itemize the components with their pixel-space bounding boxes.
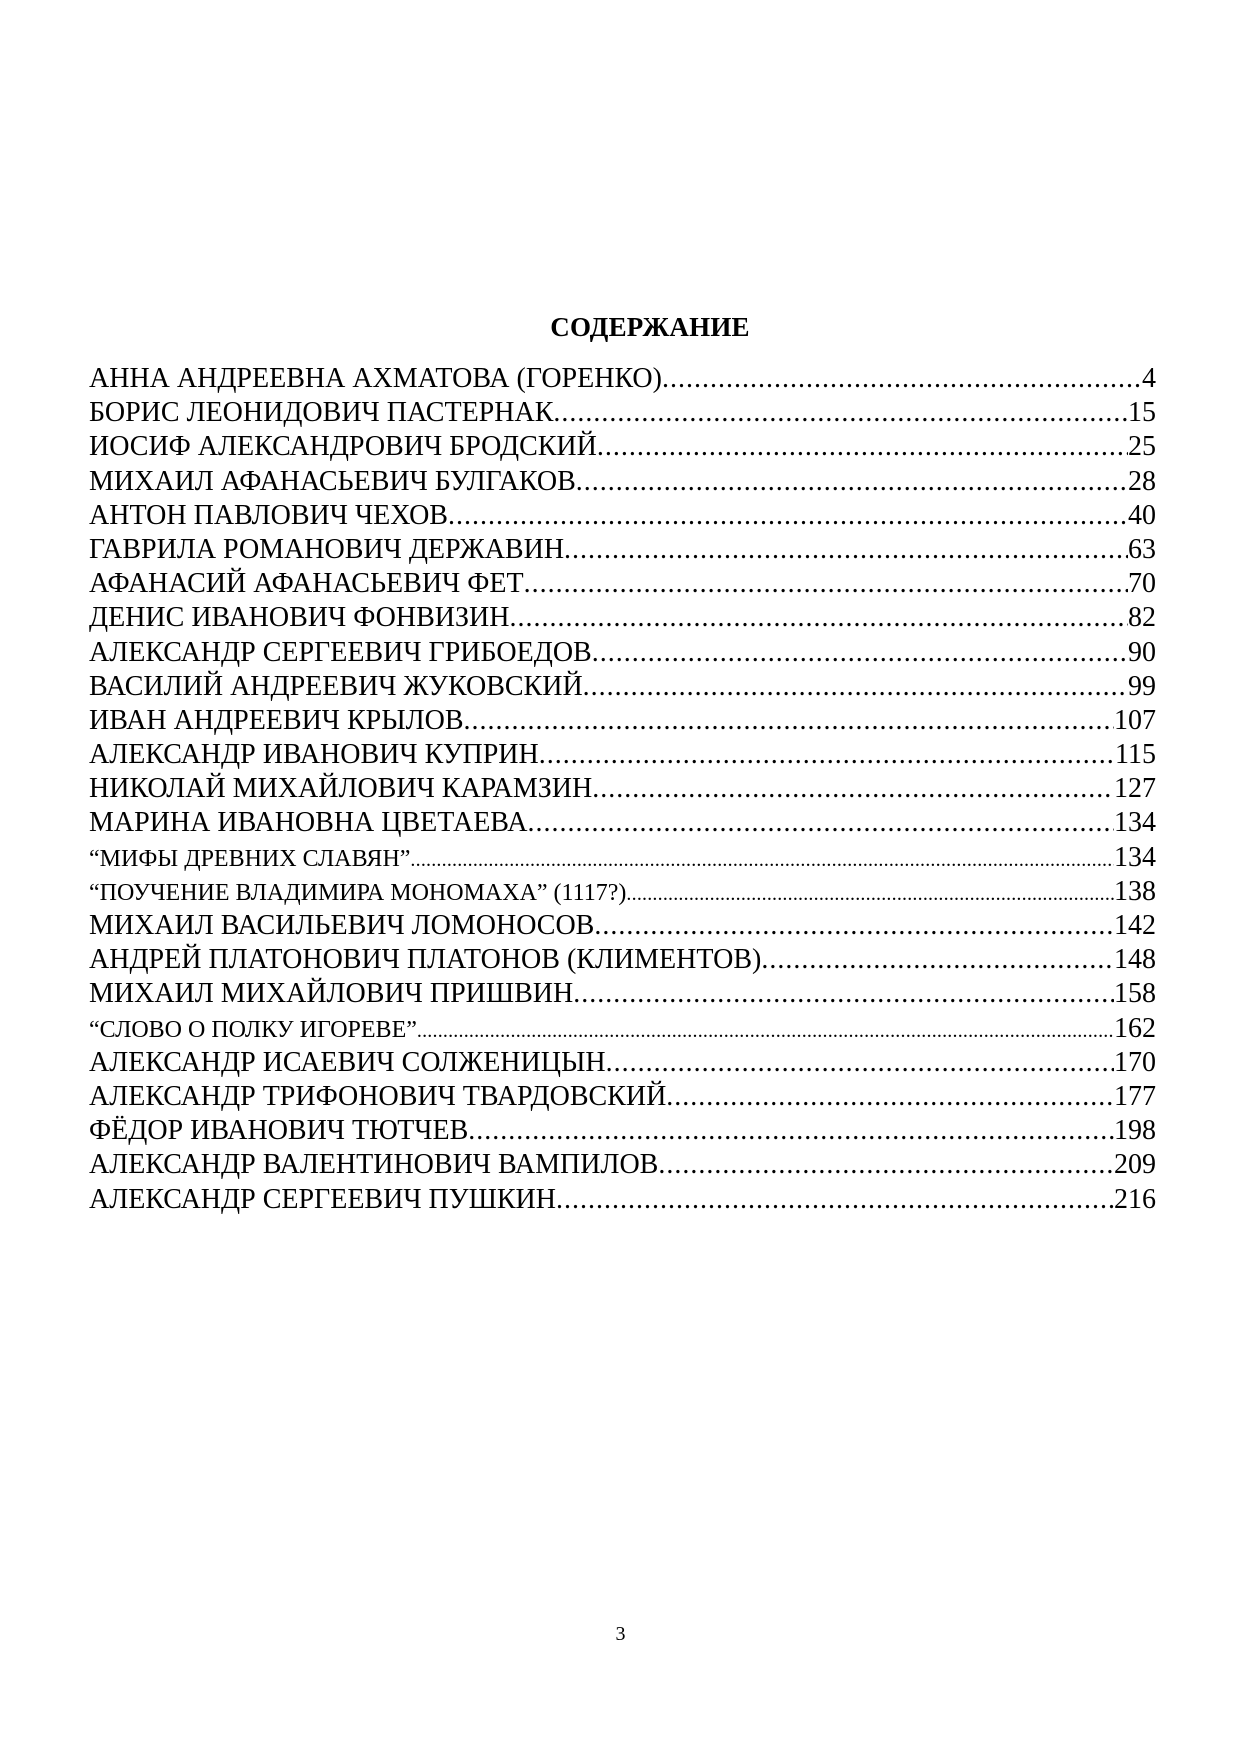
- toc-leader-dots: [553, 396, 1128, 430]
- toc-entry-title: НИКОЛАЙ МИХАЙЛОВИЧ КАРАМЗИН: [89, 773, 593, 805]
- toc-entry[interactable]: [89, 1114, 1156, 1148]
- toc-entry[interactable]: [89, 704, 1156, 738]
- toc-leader-dots: [527, 806, 1114, 840]
- toc-leader-dots: [606, 1046, 1114, 1080]
- toc-entry-page: 209: [1114, 1149, 1156, 1181]
- toc-leader-dots: [658, 1148, 1114, 1182]
- toc-entry-page: 134: [1114, 841, 1156, 873]
- toc-entry-page: 198: [1114, 1115, 1156, 1147]
- toc-entry-title: МАРИНА ИВАНОВНА ЦВЕТАЕВА: [89, 807, 528, 839]
- toc-entry-page: 134: [1114, 807, 1156, 839]
- toc-entry-title: АЛЕКСАНДР СЕРГЕЕВИЧ ГРИБОЕДОВ: [89, 636, 592, 668]
- toc-entry-title: ИВАН АНДРЕЕВИЧ КРЫЛОВ: [89, 704, 464, 736]
- toc-entry-page: 63: [1128, 533, 1156, 565]
- toc-entry-page: 142: [1114, 910, 1156, 941]
- toc-entry-title: МИХАИЛ ВАСИЛЬЕВИЧ ЛОМОНОСОВ: [89, 910, 595, 941]
- toc-entry-title: “ПОУЧЕНИЕ ВЛАДИМИРА МОНОМАХА” (1117?): [89, 879, 627, 906]
- toc-entry[interactable]: [89, 1148, 1156, 1182]
- page-title: СОДЕРЖАНИЕ: [550, 312, 750, 342]
- toc-entry[interactable]: [89, 533, 1156, 567]
- toc-leader-dots: [556, 1183, 1114, 1217]
- toc-entry-page: 4: [1142, 363, 1156, 394]
- toc-entry-page: 25: [1128, 431, 1156, 463]
- toc-entry[interactable]: [89, 396, 1156, 430]
- toc-entry[interactable]: [89, 841, 1156, 875]
- toc-entry-page: 40: [1128, 499, 1156, 531]
- toc-entry[interactable]: [89, 738, 1156, 772]
- toc-entry-title: МИХАИЛ АФАНАСЬЕВИЧ БУЛГАКОВ: [89, 465, 576, 497]
- toc-entry-page: 127: [1114, 773, 1156, 805]
- toc-entry-title: АНДРЕЙ ПЛАТОНОВИЧ ПЛАТОНОВ (КЛИМЕНТОВ): [89, 944, 762, 976]
- toc-leader-dots: [666, 1080, 1114, 1114]
- toc-entry[interactable]: [89, 1012, 1156, 1046]
- toc-leader-dots: [410, 843, 1114, 875]
- toc-leader-dots: [524, 567, 1128, 601]
- toc-entry[interactable]: [89, 1046, 1156, 1080]
- toc-entry-title: АЛЕКСАНДР ИВАНОВИЧ КУПРИН: [89, 739, 539, 771]
- toc-entry-page: 158: [1114, 978, 1156, 1010]
- toc-entry-title: МИХАИЛ МИХАЙЛОВИЧ ПРИШВИН: [89, 978, 574, 1010]
- toc-leader-dots: [539, 738, 1115, 772]
- toc-entry-page: 170: [1114, 1046, 1156, 1078]
- toc-entry[interactable]: [89, 636, 1156, 670]
- toc-leader-dots: [464, 704, 1114, 738]
- toc-entry[interactable]: [89, 670, 1156, 704]
- toc-leader-dots: [626, 877, 1114, 909]
- toc-entry-page: 177: [1114, 1080, 1156, 1112]
- toc-entry-title: ФЁДОР ИВАНОВИЧ ТЮТЧЕВ: [89, 1115, 469, 1147]
- toc-entry-page: 115: [1115, 739, 1156, 771]
- toc-leader-dots: [573, 977, 1114, 1011]
- toc-entry-title: ВАСИЛИЙ АНДРЕЕВИЧ ЖУКОВСКИЙ: [89, 670, 583, 702]
- toc-entry-title: АНТОН ПАВЛОВИЧ ЧЕХОВ: [89, 499, 448, 531]
- page-number: 3: [615, 1623, 626, 1645]
- toc-entry[interactable]: [89, 977, 1156, 1011]
- toc-entry-title: БОРИС ЛЕОНИДОВИЧ ПАСТЕРНАК: [89, 397, 554, 429]
- toc-entry[interactable]: [89, 943, 1156, 977]
- toc-entry[interactable]: [89, 772, 1156, 806]
- toc-entry-title: АЛЕКСАНДР ИСАЕВИЧ СОЛЖЕНИЦЫН: [89, 1046, 606, 1078]
- toc-leader-dots: [662, 362, 1142, 396]
- toc-entry-title: “МИФЫ ДРЕВНИХ СЛАВЯН”: [89, 845, 411, 872]
- toc-entry-title: ИОСИФ АЛЕКСАНДРОВИЧ БРОДСКИЙ: [89, 431, 597, 463]
- toc-entry-title: ГАВРИЛА РОМАНОВИЧ ДЕРЖАВИН: [89, 533, 565, 565]
- toc-entry-page: 99: [1128, 670, 1156, 702]
- toc-entry[interactable]: [89, 499, 1156, 533]
- toc-leader-dots: [448, 499, 1128, 533]
- toc-entry-page: 148: [1114, 944, 1156, 976]
- toc-entry[interactable]: [89, 430, 1156, 464]
- toc-entry-title: АЛЕКСАНДР СЕРГЕЕВИЧ ПУШКИН: [89, 1183, 556, 1215]
- toc-entry[interactable]: [89, 1080, 1156, 1114]
- toc-entry-page: 216: [1114, 1183, 1156, 1215]
- toc-entry[interactable]: [89, 567, 1156, 601]
- toc-leader-dots: [592, 772, 1114, 806]
- toc-entry[interactable]: [89, 465, 1156, 499]
- toc-entry-page: 82: [1128, 602, 1156, 634]
- toc-entry[interactable]: [89, 601, 1156, 635]
- toc-leader-dots: [509, 601, 1128, 635]
- toc-leader-dots: [592, 636, 1128, 670]
- toc-leader-dots: [417, 1014, 1114, 1046]
- toc-entry-title: АННА АНДРЕЕВНА АХМАТОВА (ГОРЕНКО): [89, 363, 662, 394]
- toc-leader-dots: [761, 943, 1114, 977]
- toc-entry-title: АЛЕКСАНДР ВАЛЕНТИНОВИЧ ВАМПИЛОВ: [89, 1149, 659, 1181]
- toc-entry-page: 90: [1128, 636, 1156, 668]
- toc-entry-title: АЛЕКСАНДР ТРИФОНОВИЧ ТВАРДОВСКИЙ: [89, 1080, 667, 1112]
- toc-leader-dots: [576, 465, 1128, 499]
- toc-entry[interactable]: [89, 909, 1156, 943]
- table-of-contents: [89, 362, 1156, 1217]
- toc-leader-dots: [468, 1114, 1114, 1148]
- toc-entry-title: “СЛОВО О ПОЛКУ ИГОРЕВЕ”: [89, 1016, 417, 1043]
- toc-leader-dots: [583, 670, 1128, 704]
- toc-entry-title: ДЕНИС ИВАНОВИЧ ФОНВИЗИН: [89, 602, 510, 634]
- toc-entry-page: 70: [1128, 568, 1156, 600]
- toc-entry[interactable]: [89, 806, 1156, 840]
- toc-leader-dots: [564, 533, 1128, 567]
- toc-entry-page: 138: [1114, 875, 1156, 907]
- toc-entry-page: 162: [1114, 1012, 1156, 1044]
- toc-entry-page: 107: [1114, 704, 1156, 736]
- toc-entry[interactable]: [89, 1183, 1156, 1217]
- toc-entry-page: 28: [1128, 465, 1156, 497]
- toc-leader-dots: [594, 909, 1114, 943]
- toc-entry[interactable]: [89, 362, 1156, 396]
- toc-entry-title: АФАНАСИЙ АФАНАСЬЕВИЧ ФЕТ: [89, 568, 524, 600]
- toc-entry-page: 15: [1128, 397, 1156, 429]
- toc-leader-dots: [597, 430, 1128, 464]
- toc-entry[interactable]: [89, 875, 1156, 909]
